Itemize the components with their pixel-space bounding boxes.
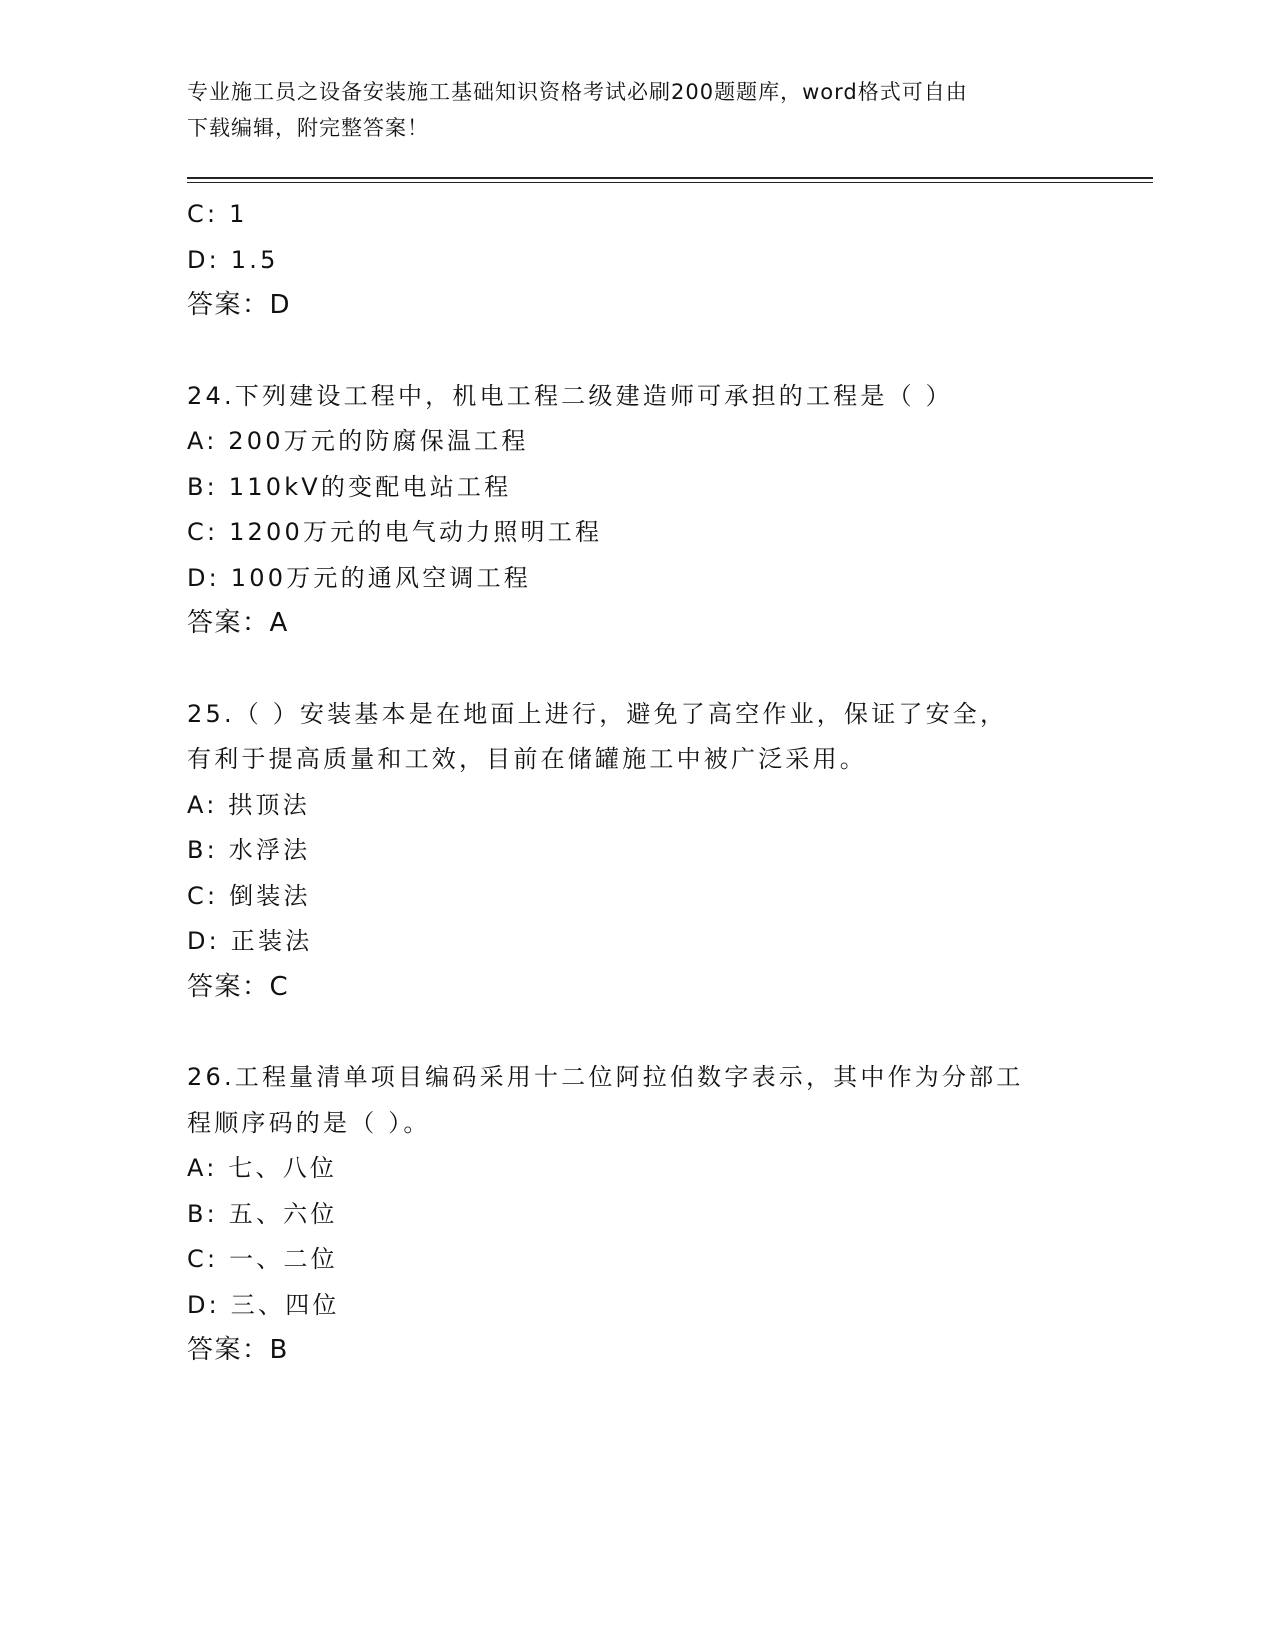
option-b: B: 水浮法 <box>187 836 311 864</box>
option-c: C: 一、二位 <box>187 1245 338 1273</box>
spacer <box>187 647 1087 692</box>
answer-line: 答案：A <box>187 608 289 638</box>
answer-line: 答案：C <box>187 971 290 1002</box>
option-a: A: 200万元的防腐保温工程 <box>187 427 529 455</box>
option-c: C: 1 <box>187 200 248 228</box>
question-stem-line-1: 25.（ ）安装基本是在地面上进行，避免了高空作业，保证了安全， <box>187 699 1008 728</box>
option-d: D: 正装法 <box>187 927 313 955</box>
document-header <box>187 74 1067 146</box>
option-c: C: 倒装法 <box>187 881 311 910</box>
option-b: B: 五、六位 <box>187 1199 338 1228</box>
option-d: D: 100万元的通风空调工程 <box>187 563 532 592</box>
option-d: D: 三、四位 <box>187 1290 340 1319</box>
spacer <box>187 1010 1087 1055</box>
option-b: B: 110kV的变配电站工程 <box>187 472 512 501</box>
header-title-line-1: 专业施工员之设备安装施工基础知识资格考试必刷200题题库，word格式可自由 <box>187 80 968 104</box>
option-a: A: 七、八位 <box>187 1154 338 1182</box>
header-divider-thick <box>187 177 1153 179</box>
answer-line: 答案：D <box>187 290 292 320</box>
question-24 <box>187 374 1087 647</box>
question-content <box>187 192 1087 1374</box>
question-carryover <box>187 192 1087 329</box>
option-a: A: 拱顶法 <box>187 790 310 819</box>
question-stem: 24.下列建设工程中，机电工程二级建造师可承担的工程是（ ） <box>187 381 953 410</box>
spacer <box>187 329 1087 374</box>
question-25 <box>187 692 1087 1011</box>
option-c: C: 1200万元的电气动力照明工程 <box>187 518 603 546</box>
option-d: D: 1.5 <box>187 245 279 274</box>
question-stem-line-1: 26.工程量清单项目编码采用十二位阿拉伯数字表示，其中作为分部工 <box>187 1063 1024 1091</box>
question-stem-line-2: 程顺序码的是（ ）。 <box>187 1108 431 1137</box>
question-26 <box>187 1055 1087 1374</box>
question-stem-line-2: 有利于提高质量和工效，目前在储罐施工中被广泛采用。 <box>187 745 867 773</box>
answer-line: 答案：B <box>187 1335 289 1365</box>
header-title-line-2: 下载编辑，附完整答案！ <box>187 116 429 140</box>
header-divider-thin <box>187 182 1153 183</box>
